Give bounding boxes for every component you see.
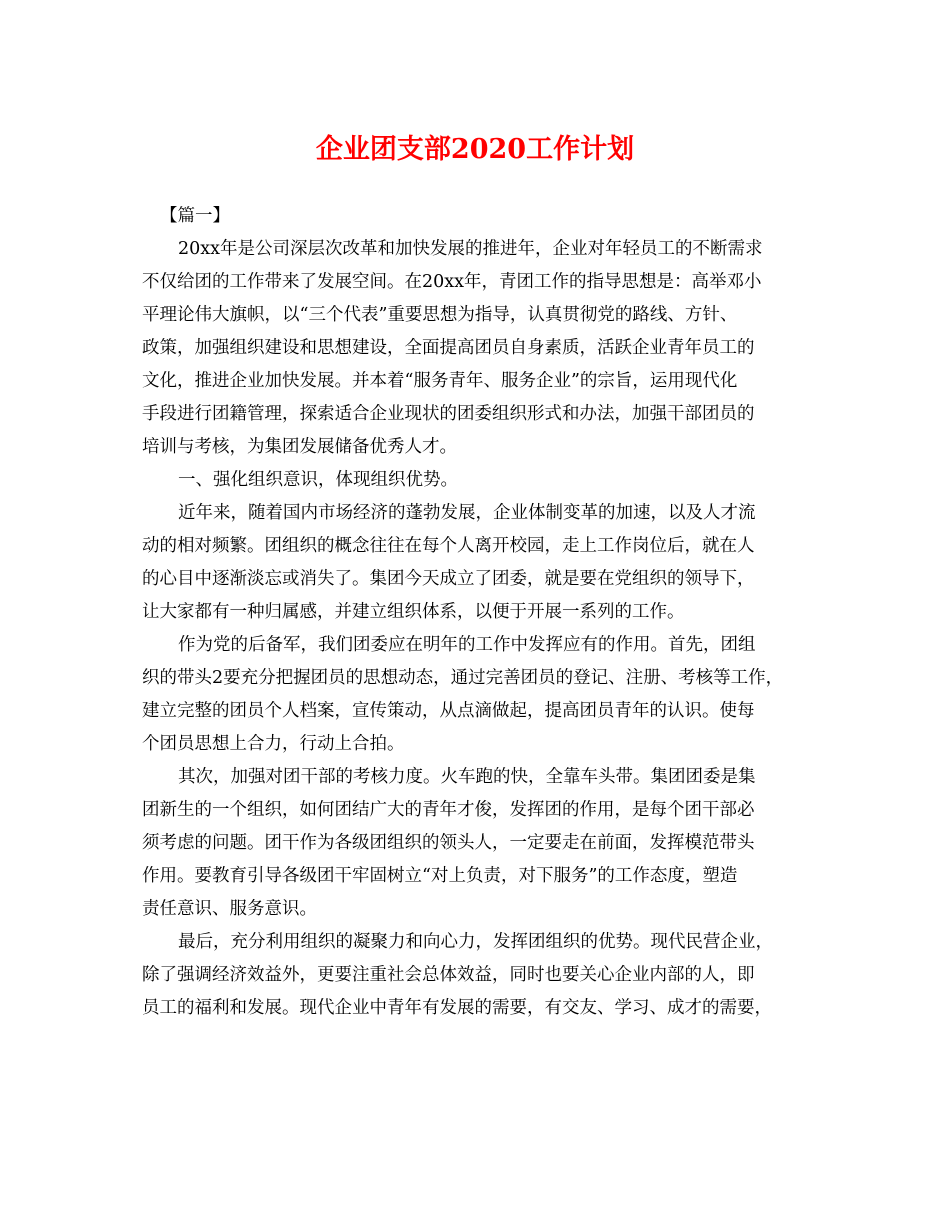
paragraph-line: 文化，推进企业加快发展。并本着“服务青年、服务企业”的宗旨，运用现代化	[142, 371, 738, 391]
paragraph-line: 平理论伟大旗帜，以“三个代表”重要思想为指导，认真贯彻党的路线、方针、	[142, 305, 738, 325]
paragraph-line: 其次，加强对团干部的考核力度。火车跑的快，全靠车头带。集团团委是集	[178, 767, 756, 787]
section-heading-1	[142, 464, 808, 497]
paragraph-line: 20xx年是公司深层次改革和加快发展的推进年，企业对年轻员工的不断需求	[178, 239, 763, 259]
section-tag: 【篇一】	[160, 206, 230, 226]
paragraph-line: 动的相对频繁。团组织的概念往往在每个人离开校园，走上工作岗位后，就在人	[142, 536, 755, 556]
paragraph-line: 须考虑的问题。团干作为各级团组织的领头人，一定要走在前面，发挥模范带头	[142, 833, 755, 853]
paragraph-line: 除了强调经济效益外，更要注重社会总体效益，同时也要关心企业内部的人，即	[142, 965, 755, 985]
paragraph-line: 作为党的后备军，我们团委应在明年的工作中发挥应有的作用。首先，团组	[178, 635, 756, 655]
paragraph-line: 责任意识、服务意识。	[142, 899, 317, 919]
paragraph-finally	[142, 926, 808, 1025]
paragraph-line: 的心目中逐渐淡忘或消失了。集团今天成立了团委，就是要在党组织的领导下，	[142, 569, 755, 589]
document-title: 企业团支部2020工作计划	[315, 134, 635, 165]
paragraph-line: 作用。要教育引导各级团干牢固树立“对上负责，对下服务”的工作态度，塑造	[142, 866, 738, 886]
document-body	[142, 200, 808, 1025]
paragraph-line: 员工的福利和发展。现代企业中青年有发展的需要，有交友、学习、成才的需要，	[142, 998, 772, 1018]
paragraph-line: 培训与考核，为集团发展储备优秀人才。	[142, 437, 457, 457]
paragraph-reserve-army	[142, 629, 808, 761]
paragraph-line: 个团员思想上合力，行动上合拍。	[142, 734, 405, 754]
paragraph-line: 近年来，随着国内市场经济的蓬勃发展，企业体制变革的加速，以及人才流	[178, 503, 756, 523]
paragraph-line: 让大家都有一种归属感，并建立组织体系，以便于开展一系列的工作。	[142, 602, 685, 622]
paragraph-line: 最后，充分利用组织的凝聚力和向心力，发挥团组织的优势。现代民营企业，	[178, 932, 773, 952]
paragraph-line: 建立完整的团员个人档案，宣传策动，从点滴做起，提高团员青年的认识。使每	[142, 701, 755, 721]
paragraph-line: 团新生的一个组织，如何团结广大的青年才俊，发挥团的作用，是每个团干部必	[142, 800, 755, 820]
paragraph-secondly	[142, 761, 808, 926]
paragraph-line: 不仅给团的工作带来了发展空间。在20xx年，青团工作的指导思想是：高举邓小	[142, 272, 762, 292]
section-heading-text: 一、强化组织意识，体现组织优势。	[178, 470, 458, 490]
paragraph-line: 织的带头2要充分把握团员的思想动态，通过完善团员的登记、注册、考核等工作，	[142, 668, 784, 688]
paragraph-line: 政策，加强组织建设和思想建设，全面提高团员自身素质，活跃企业青年员工的	[142, 338, 755, 358]
paragraph-recent-years	[142, 497, 808, 629]
paragraph-line: 手段进行团籍管理，探索适合企业现状的团委组织形式和办法，加强干部团员的	[142, 404, 755, 424]
paragraph-intro	[142, 233, 808, 464]
